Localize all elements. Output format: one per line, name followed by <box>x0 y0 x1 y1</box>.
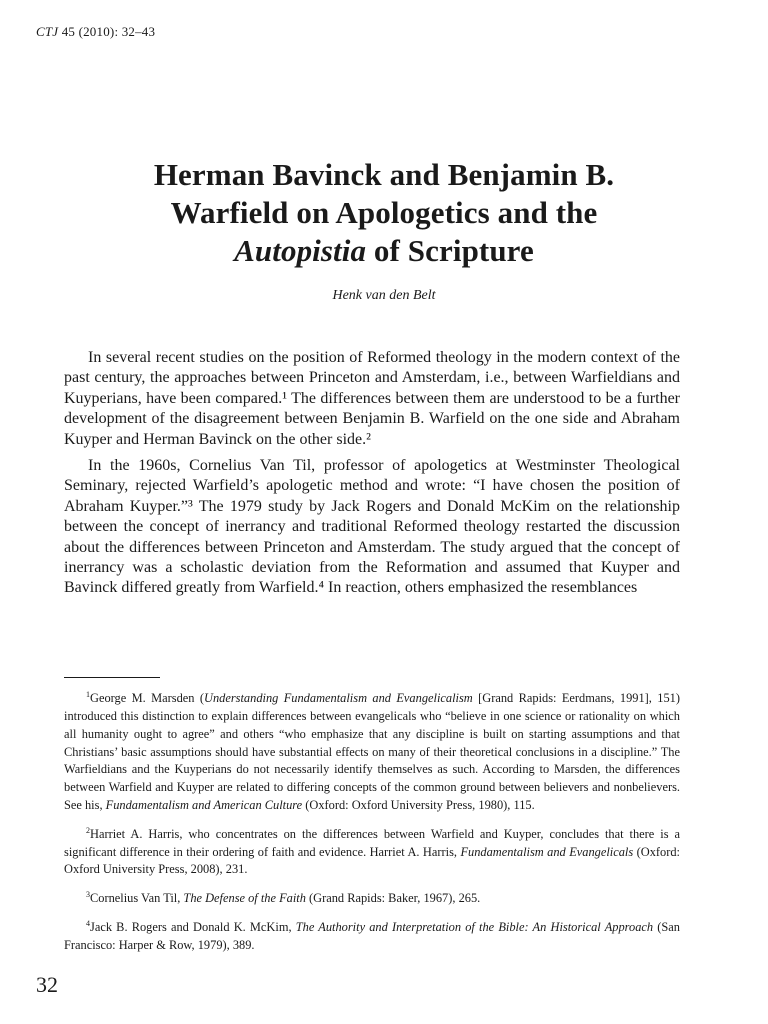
footnote-2: $^2$Harriet A. Harris, who concentrates on the differences between Warfield and Kuyper, concludes that there is a significant difference in their ordering of faith and evidence. Harriet A. Harris, Fundamentalism and Evangelicals (Oxford: Oxford University Press, 2008), 231. <box>64 825 680 877</box>
journal-abbrev: CTJ <box>36 24 59 39</box>
article-title <box>60 156 708 270</box>
footnotes <box>64 686 680 962</box>
footnote-3: $^3$Cornelius Van Til, The Defense of the Faith (Grand Rapids: Baker, 1967), 265. <box>86 890 481 906</box>
journal-volume: 45 (2010): 32–43 <box>58 24 156 39</box>
journal-citation <box>36 24 155 40</box>
paragraph: In the 1960s, Cornelius Van Til, professor of apologetics at Westminster Theological Seminary, rejected Warfield’s apologetic method and wrote: “I have chosen the position of Abraham Kuyper.”³ The 1979 study by Jack Rogers and Donald McKim on the relationship between the concept of inerrancy and traditional Reformed theology restarted the discussion about the differences between Princeton and Amsterdam. The study argued that the concept of inerrancy was a scholastic deviation from the Reformation and assumed that Kuyper and Bavinck differed greatly from Warfield.⁴ In reaction, others emphasized the resemblances <box>64 457 680 597</box>
author-name: Henk van den Belt <box>332 288 436 303</box>
title-autopistia: Autopistia <box>234 233 367 268</box>
footnote-4: $^4$Jack B. Rogers and Donald K. McKim, The Authority and Interpretation of the Bible: An Historical Approach (San Francisco: Harper & Row, 1979), 389. <box>64 919 680 953</box>
article-body <box>64 348 680 605</box>
title-line-3 <box>60 232 708 270</box>
footnote-1: $^1$George M. Marsden (Understanding Fundamentalism and Evangelicalism [Grand Rapids: Eerdmans, 1991], 151) introduced this distinction to explain differences between evangelicals who “believe in one science or rationality on which all humanity ought to agree” and others “who emphasize that any discipline is built on starting assumptions and that Christians’ basic assumptions should have substantial effects on many of their theoretical conclusions in a discipline.” The Warfieldians and the Kuyperians do not necessarily identify themselves as such. According to Marsden, the differences between Warfield and Kuyper are related to differing concepts of the common ground between believers and nonbelievers. See his, Fundamentalism and American Culture (Oxford: Oxford University Press, 1980), 115. <box>64 690 680 812</box>
footnote-divider <box>64 677 160 678</box>
title-line-2: Warfield on Apologetics and the <box>170 195 598 230</box>
paragraph: In several recent studies on the position of Reformed theology in the modern context of the past century, the approaches between Princeton and Amsterdam, i.e., between Warfieldians and Kuyperians, have been compared.¹ The differences between them are understood to be a further development of the disagreement between Benjamin B. Warfield on the one side and Abraham Kuyper and Herman Bavinck on the other side.² <box>64 349 680 448</box>
page-number: 32 <box>36 972 58 997</box>
title-line-3-rest: of Scripture <box>366 233 534 268</box>
title-line-1: Herman Bavinck and Benjamin B. <box>153 157 615 192</box>
